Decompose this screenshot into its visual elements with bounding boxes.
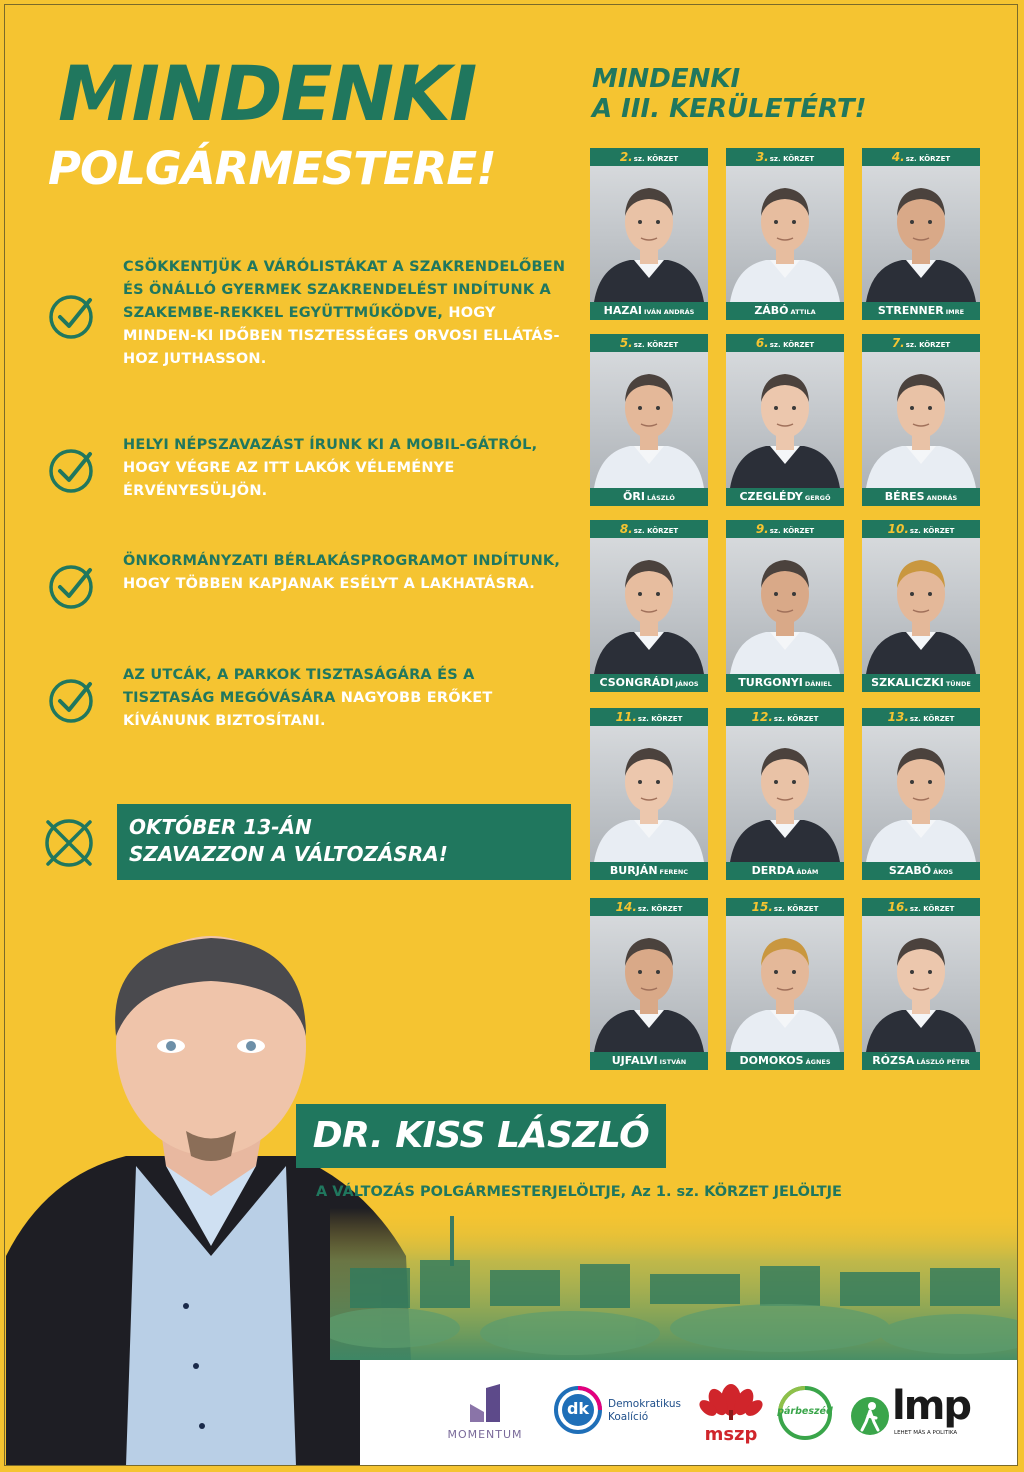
candidate-portrait <box>590 916 708 1052</box>
candidate-name: TURGONYI DÁNIEL <box>726 674 844 692</box>
candidate-district: 10.sz. KÖRZET <box>862 520 980 538</box>
candidate-card <box>590 708 708 880</box>
candidate-district: 9.sz. KÖRZET <box>726 520 844 538</box>
party-logo-bar <box>360 1360 1018 1466</box>
candidate-photo <box>862 726 980 862</box>
candidate-district: 13.sz. KÖRZET <box>862 708 980 726</box>
vote-call-box <box>117 804 571 880</box>
candidate-name: HAZAI IVÁN ANDRÁS <box>590 302 708 320</box>
dk-mark-text: dk <box>566 1399 590 1418</box>
candidate-card <box>726 148 844 320</box>
candidate-card <box>590 334 708 506</box>
candidate-card <box>862 520 980 692</box>
candidate-portrait <box>862 166 980 302</box>
momentum-mark-icon <box>440 1382 530 1424</box>
headline-right-line2: A III. KERÜLETÉRT! <box>592 94 867 124</box>
promise-text: AZ UTCÁK, A PARKOK TISZTASÁGÁRA ÉS A TISZTASÁG MEGÓVÁSÁRA NAGYOBB ERŐKET KÍVÁNUNK BIZTOSÍTANI. <box>123 667 493 729</box>
dk-name: Demokratikus Koalíció <box>608 1398 681 1423</box>
mszp-wordmark: mszp <box>704 1424 758 1445</box>
candidate-portrait <box>726 726 844 862</box>
lmp-slogan: LEHET MÁS A POLITIKA <box>894 1430 958 1436</box>
candidate-name: ZÁBÓ ATTILA <box>726 302 844 320</box>
candidate-card <box>726 898 844 1070</box>
candidate-name: BURJÁN FERENC <box>590 862 708 880</box>
candidate-name: RÓZSA LÁSZLÓ PÉTER <box>862 1052 980 1070</box>
candidate-name: BÉRES ANDRÁS <box>862 488 980 506</box>
candidate-photo <box>590 916 708 1052</box>
candidate-photo <box>726 352 844 488</box>
candidate-photo <box>590 352 708 488</box>
candidate-name: UJFALVI ISTVÁN <box>590 1052 708 1070</box>
candidate-district: 8.sz. KÖRZET <box>590 520 708 538</box>
mszp-logo <box>698 1380 764 1444</box>
promise-text: CSÖKKENTJÜK A VÁRÓLISTÁKAT A SZAKRENDELŐBEN ÉS ÖNÁLLÓ GYERMEK SZAKRENDELÉST INDÍTUNK A SZAKEMBE-REKKEL EGYÜTTMŰKÖDVE, HOGY MINDEN-KI IDŐBEN TISZTESSÉGES ORVOSI ELLÁTÁS-HOZ JUTHASSON. <box>123 259 566 367</box>
candidate-district: 12.sz. KÖRZET <box>726 708 844 726</box>
candidate-district: 2.sz. KÖRZET <box>590 148 708 166</box>
candidate-name: ŐRI LÁSZLÓ <box>590 488 708 506</box>
candidate-name: STRENNER IMRE <box>862 302 980 320</box>
candidate-photo <box>726 916 844 1052</box>
candidate-portrait <box>726 538 844 674</box>
lmp-wordmark: lmp <box>892 1383 971 1429</box>
candidate-photo <box>862 538 980 674</box>
promise-text: ÖNKORMÁNYZATI BÉRLAKÁSPROGRAMOT INDÍTUNK, HOGY TÖBBEN KAPJANAK ESÉLYT A LAKHATÁSRA. <box>123 553 561 592</box>
candidate-portrait <box>726 916 844 1052</box>
promise-text: HELYI NÉPSZAVAZÁST ÍRUNK KI A MOBIL-GÁTRÓL, HOGY VÉGRE AZ ITT LAKÓK VÉLEMÉNYE ÉRVÉNYESÜLJÖN. <box>123 437 538 499</box>
parbeszed-wordmark: párbeszéd <box>777 1406 833 1417</box>
candidate-card <box>726 334 844 506</box>
candidate-photo <box>862 916 980 1052</box>
candidate-portrait <box>590 726 708 862</box>
candidate-photo <box>862 352 980 488</box>
candidate-card <box>590 898 708 1070</box>
candidate-district: 15.sz. KÖRZET <box>726 898 844 916</box>
headline-main: MINDENKI <box>58 49 476 138</box>
candidate-card <box>590 520 708 692</box>
main-candidate-tagline: A VÁLTOZÁS POLGÁRMESTERJELÖLTJE, Az 1. sz. KÖRZET JELÖLTJE <box>316 1184 842 1200</box>
headline-sub: POLGÁRMESTERE! <box>48 142 496 195</box>
checkmark-circle-icon <box>48 448 94 494</box>
candidate-photo <box>590 726 708 862</box>
candidate-portrait <box>590 166 708 302</box>
candidate-photo <box>590 166 708 302</box>
candidate-portrait <box>726 352 844 488</box>
mszp-carnation-icon <box>698 1380 764 1420</box>
candidate-card <box>862 148 980 320</box>
vote-line2: SZAVAZZON A VÁLTOZÁSRA! <box>129 842 448 866</box>
candidate-name: CSONGRÁDI JÁNOS <box>590 674 708 692</box>
headline-right-line1: MINDENKI <box>592 64 741 94</box>
candidate-photo <box>862 166 980 302</box>
momentum-logo <box>440 1382 530 1444</box>
candidate-district: 6.sz. KÖRZET <box>726 334 844 352</box>
checkmark-circle-icon <box>48 564 94 610</box>
candidate-district: 4.sz. KÖRZET <box>862 148 980 166</box>
candidate-card <box>590 148 708 320</box>
candidate-card <box>862 334 980 506</box>
candidate-photo <box>726 726 844 862</box>
candidate-name: CZEGLÉDY GERGŐ <box>726 488 844 506</box>
checkmark-circle-icon <box>48 678 94 724</box>
candidate-photo <box>726 166 844 302</box>
candidate-district: 14.sz. KÖRZET <box>590 898 708 916</box>
parbeszed-logo <box>776 1384 834 1442</box>
candidate-portrait <box>862 916 980 1052</box>
candidate-name: SZABÓ ÁKOS <box>862 862 980 880</box>
candidate-card <box>726 520 844 692</box>
candidate-district: 7.sz. KÖRZET <box>862 334 980 352</box>
headline-right <box>592 64 866 124</box>
vote-line1: OKTÓBER 13-ÁN <box>129 815 312 839</box>
candidate-card <box>862 898 980 1070</box>
lmp-logo <box>850 1383 980 1444</box>
candidate-district: 5.sz. KÖRZET <box>590 334 708 352</box>
candidate-portrait <box>862 538 980 674</box>
candidate-district: 16.sz. KÖRZET <box>862 898 980 916</box>
candidate-portrait <box>590 352 708 488</box>
checkmark-circle-icon <box>48 294 94 340</box>
candidate-card <box>862 708 980 880</box>
candidate-name: DERDA ÁDÁM <box>726 862 844 880</box>
candidate-photo <box>590 538 708 674</box>
candidate-district: 3.sz. KÖRZET <box>726 148 844 166</box>
candidate-portrait <box>862 726 980 862</box>
momentum-wordmark: MOMENTUM <box>447 1428 523 1441</box>
ballot-x-circle-icon <box>42 816 96 870</box>
dk-logo <box>554 1386 684 1436</box>
candidate-name: DOMOKOS ÁGNES <box>726 1052 844 1070</box>
candidate-name: SZKALICZKI TÜNDE <box>862 674 980 692</box>
candidate-photo <box>726 538 844 674</box>
candidate-portrait <box>862 352 980 488</box>
city-skyline-image <box>330 1208 1018 1360</box>
candidate-card <box>726 708 844 880</box>
candidate-portrait <box>590 538 708 674</box>
lmp-walker-icon <box>850 1396 890 1436</box>
candidate-portrait <box>726 166 844 302</box>
main-candidate-name: DR. KISS LÁSZLÓ <box>296 1104 666 1168</box>
candidate-district: 11.sz. KÖRZET <box>590 708 708 726</box>
